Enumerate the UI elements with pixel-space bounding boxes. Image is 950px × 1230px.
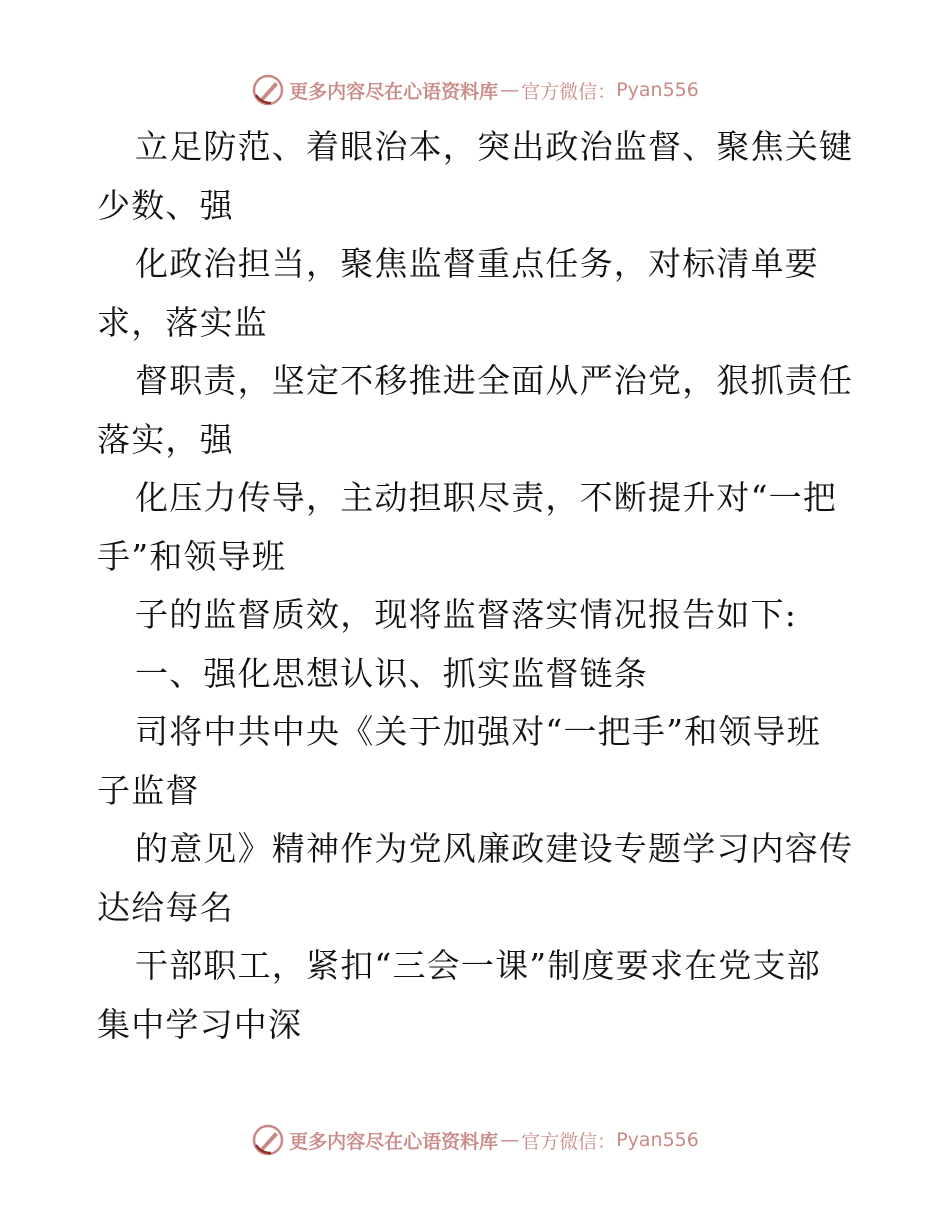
watermark-dash: — (500, 1129, 520, 1151)
text-line: 化政治担当，聚焦监督重点任务，对标清单要 (135, 244, 819, 283)
watermark-main-text: 更多内容尽在心语资料库 (289, 80, 499, 103)
pen-logo-icon (251, 73, 285, 107)
watermark-dash: — (500, 79, 520, 101)
document-body (97, 118, 857, 1054)
text-line: 达给每名 (97, 887, 234, 927)
watermark-id-text: Pyan556 (616, 1129, 699, 1151)
text-line: 化压力传导，主动担职尽责，不断提升对“一把 (135, 478, 838, 517)
text-line: 司将中共中央《关于加强对“一把手”和领导班 (135, 712, 821, 751)
text-line: 干部职工，紧扣“三会一课”制度要求在党支部 (135, 946, 821, 985)
watermark-id-text: Pyan556 (616, 79, 699, 101)
text-line: 少数、强 (97, 185, 234, 225)
text-line: 立足防范、着眼治本，突出政治监督、聚焦关键 (135, 127, 854, 166)
pen-logo-icon (251, 1123, 285, 1157)
text-line: 督职责，坚定不移推进全面从严治党，狠抓责任 (135, 361, 854, 400)
footer-watermark (0, 1120, 950, 1160)
text-line: 集中学习中深 (97, 1004, 303, 1044)
watermark-sub-text: 官方微信： (521, 80, 617, 103)
text-line: 子的监督质效，现将监督落实情况报告如下: (135, 595, 798, 634)
watermark-main-text: 更多内容尽在心语资料库 (289, 1130, 499, 1153)
section-heading: 一、强化思想认识、抓实监督链条 (135, 653, 648, 693)
text-line: 的意见》精神作为党风廉政建设专题学习内容传 (135, 829, 854, 868)
watermark-sub-text: 官方微信： (521, 1130, 617, 1153)
text-line: 手”和领导班 (97, 536, 287, 576)
header-watermark (0, 70, 950, 110)
text-line: 求，落实监 (97, 302, 268, 342)
text-line: 子监督 (97, 770, 200, 810)
text-line: 落实，强 (97, 419, 234, 459)
